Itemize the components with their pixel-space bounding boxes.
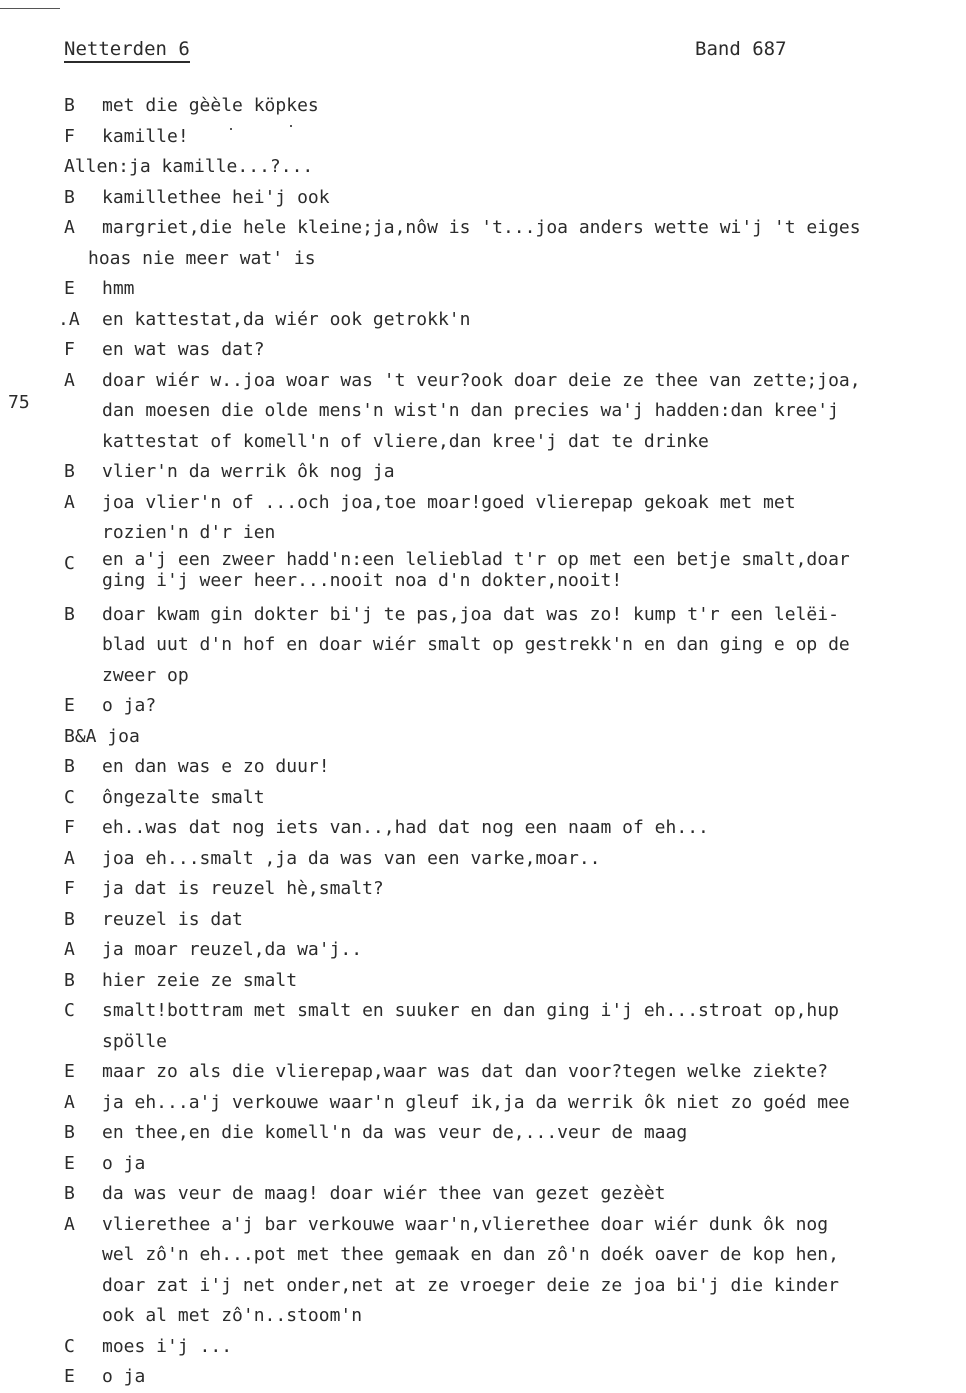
- transcript-lines: [0, 91, 966, 1393]
- utterance-text: vlierethee a'j bar verkouwe waar'n,vlierethee doar wiér dunk ôk nog: [102, 1213, 829, 1235]
- transcript-line: [0, 335, 966, 366]
- transcript-line: [0, 1301, 966, 1332]
- header-tape-number: Band 687: [695, 38, 787, 60]
- speaker-code: B: [64, 603, 75, 625]
- utterance-text: doar kwam gin dokter bi'j te pas,joa dat was zo! kump t'r een lelëi-: [102, 603, 839, 625]
- utterance-text: moes i'j ...: [102, 1335, 233, 1357]
- transcript-line: [0, 661, 966, 692]
- continuation-text: zweer op: [102, 664, 189, 686]
- speaker-code: E: [64, 1152, 75, 1174]
- continuation-text: wel zô'n eh...pot met thee gemaak en dan zô'n doék oaver de kop hen,: [102, 1244, 839, 1265]
- scan-speck: [230, 128, 232, 130]
- utterance-text: o ja: [102, 1366, 146, 1387]
- transcript-line: [0, 966, 966, 997]
- utterance-text: eh..was dat nog iets van..,had dat nog een naam of eh...: [102, 817, 709, 838]
- transcript-line: [0, 1149, 966, 1180]
- group-speaker-line: B&A joa: [64, 725, 140, 747]
- utterance-text: o ja?: [102, 695, 157, 716]
- speaker-code: A: [64, 217, 75, 238]
- speaker-code: A: [64, 491, 75, 513]
- transcript-line: [0, 1271, 966, 1302]
- continuation-text: doar zat i'j net onder,net at ze vroeger deie ze joa bi'j die kinder: [102, 1274, 839, 1296]
- transcript-line: [0, 905, 966, 936]
- speaker-code: B: [64, 186, 75, 208]
- transcript-line: [0, 305, 966, 336]
- transcript-line: [0, 152, 966, 183]
- utterance-text: en a'j een zweer hadd'n:een lelieblad t'r op met een betje smalt,doar ging i'j weer heer...nooit noa d'n dokter,nooit!: [102, 548, 850, 591]
- utterance-text: ja eh...a'j verkouwe waar'n gleuf ik,ja da werrik ôk niet zo goéd mee: [102, 1091, 850, 1113]
- continuation-text: kattestat of komell'n of vliere,dan kree'j dat te drinke: [102, 430, 709, 452]
- speaker-code: F: [64, 878, 75, 899]
- utterance-text: joa eh...smalt ,ja da was van een varke,moar..: [102, 847, 601, 869]
- transcript-line: [0, 488, 966, 519]
- transcript-line: [0, 1362, 966, 1393]
- utterance-text: en thee,en die komell'n da was veur de,...veur de maag: [102, 1122, 688, 1143]
- utterance-text: vlier'n da werrik ôk nog ja: [102, 461, 395, 482]
- transcript-line: [0, 783, 966, 814]
- transcript-line: [0, 1057, 966, 1088]
- utterance-text: ja moar reuzel,da wa'j..: [102, 939, 363, 960]
- transcript-line: [0, 457, 966, 488]
- speaker-code: B: [64, 908, 75, 930]
- speaker-code: A: [64, 847, 75, 869]
- transcript-line: [0, 427, 966, 458]
- speaker-code: B: [64, 461, 75, 482]
- utterance-text: kamillethee hei'j ook: [102, 186, 330, 208]
- utterance-text: kamille!: [102, 125, 189, 147]
- speaker-code: F: [64, 817, 75, 838]
- utterance-text: ja dat is reuzel hè,smalt?: [102, 878, 384, 899]
- speaker-code: F: [64, 125, 75, 147]
- transcript-line: [0, 396, 966, 427]
- continuation-text: spölle: [102, 1030, 168, 1052]
- transcript-line: [0, 1179, 966, 1210]
- continuation-text: ook al met zô'n..stoom'n: [102, 1305, 363, 1326]
- transcript-line: [0, 874, 966, 905]
- transcript-line: [0, 122, 966, 153]
- speaker-code: B: [64, 95, 75, 116]
- utterance-text: en dan was e zo duur!: [102, 756, 330, 777]
- transcript-line: [0, 213, 966, 244]
- speaker-code: E: [64, 278, 75, 299]
- transcript-line: [0, 630, 966, 661]
- speaker-code: A: [64, 1091, 75, 1113]
- speaker-code: A: [64, 1213, 75, 1235]
- speaker-code: E: [64, 1366, 75, 1387]
- utterance-text: da was veur de maag! doar wiér thee van gezet gezèèt: [102, 1183, 666, 1204]
- utterance-text: doar wiér w..joa woar was 't veur?ook doar deie ze thee van zette;joa,: [102, 369, 861, 391]
- transcript-line: [0, 844, 966, 875]
- transcript-line: [0, 549, 966, 600]
- transcript-line: [0, 91, 966, 122]
- scan-speck: [290, 125, 292, 127]
- speaker-code: C: [64, 1000, 75, 1021]
- margin-line-number: 75: [8, 392, 30, 413]
- continuation-text: hoas nie meer wat' is: [88, 247, 316, 269]
- transcript-line: [0, 366, 966, 397]
- speaker-code: C: [64, 786, 75, 808]
- speaker-code: A: [64, 369, 75, 391]
- continuation-text: dan moesen die olde mens'n wist'n dan precies wa'j hadden:dan kree'j: [102, 400, 839, 421]
- utterance-text: maar zo als die vlierepap,waar was dat dan voor?tegen welke ziekte?: [102, 1061, 829, 1082]
- utterance-text: margriet,die hele kleine;ja,nôw is 't...joa anders wette wi'j 't eiges: [102, 217, 861, 238]
- utterance-text: met die gèèle köpkes: [102, 95, 319, 116]
- speaker-code: B: [64, 1183, 75, 1204]
- scan-speck: [0, 8, 60, 9]
- transcript-line: [0, 183, 966, 214]
- transcript-line: [0, 274, 966, 305]
- speaker-code: E: [64, 695, 75, 716]
- transcript-line: [0, 244, 966, 275]
- speaker-code: B: [64, 969, 75, 991]
- speaker-code: .A: [58, 308, 80, 330]
- utterance-text: ôngezalte smalt: [102, 786, 265, 808]
- speaker-code: B: [64, 756, 75, 777]
- transcript-line: [0, 752, 966, 783]
- transcript-line: [0, 518, 966, 549]
- utterance-text: en wat was dat?: [102, 339, 265, 360]
- transcript-line: [0, 1210, 966, 1241]
- utterance-text: hier zeie ze smalt: [102, 969, 298, 991]
- utterance-text: joa vlier'n of ...och joa,toe moar!goed vlierepap gekoak met met: [102, 491, 796, 513]
- utterance-text: smalt!bottram met smalt en suuker en dan ging i'j eh...stroat op,hup: [102, 1000, 839, 1021]
- transcript-line: [0, 996, 966, 1027]
- speaker-code: C: [64, 1335, 75, 1357]
- group-speaker-line: Allen:ja kamille...?...: [64, 156, 314, 177]
- header-location: Netterden 6: [64, 38, 190, 63]
- utterance-text: o ja: [102, 1152, 146, 1174]
- speaker-code: A: [64, 939, 75, 960]
- transcript-line: [0, 1027, 966, 1058]
- utterance-text: en kattestat,da wiér ook getrokk'n: [102, 308, 471, 330]
- transcript-line: [0, 935, 966, 966]
- transcript-line: [0, 1240, 966, 1271]
- transcript-line: [0, 600, 966, 631]
- transcript-line: [0, 1332, 966, 1363]
- speaker-code: F: [64, 339, 75, 360]
- transcript-line: [0, 722, 966, 753]
- transcript-line: [0, 813, 966, 844]
- speaker-code: E: [64, 1061, 75, 1082]
- utterance-text: reuzel is dat: [102, 908, 243, 930]
- utterance-text: hmm: [102, 278, 135, 299]
- transcript-line: [0, 1118, 966, 1149]
- continuation-text: blad uut d'n hof en doar wiér smalt op gestrekk'n en dan ging e op de: [102, 634, 850, 655]
- transcript-line: [0, 1088, 966, 1119]
- transcript-line: [0, 691, 966, 722]
- speaker-code: B: [64, 1122, 75, 1143]
- speaker-code: C: [64, 552, 75, 574]
- continuation-text: rozien'n d'r ien: [102, 522, 276, 543]
